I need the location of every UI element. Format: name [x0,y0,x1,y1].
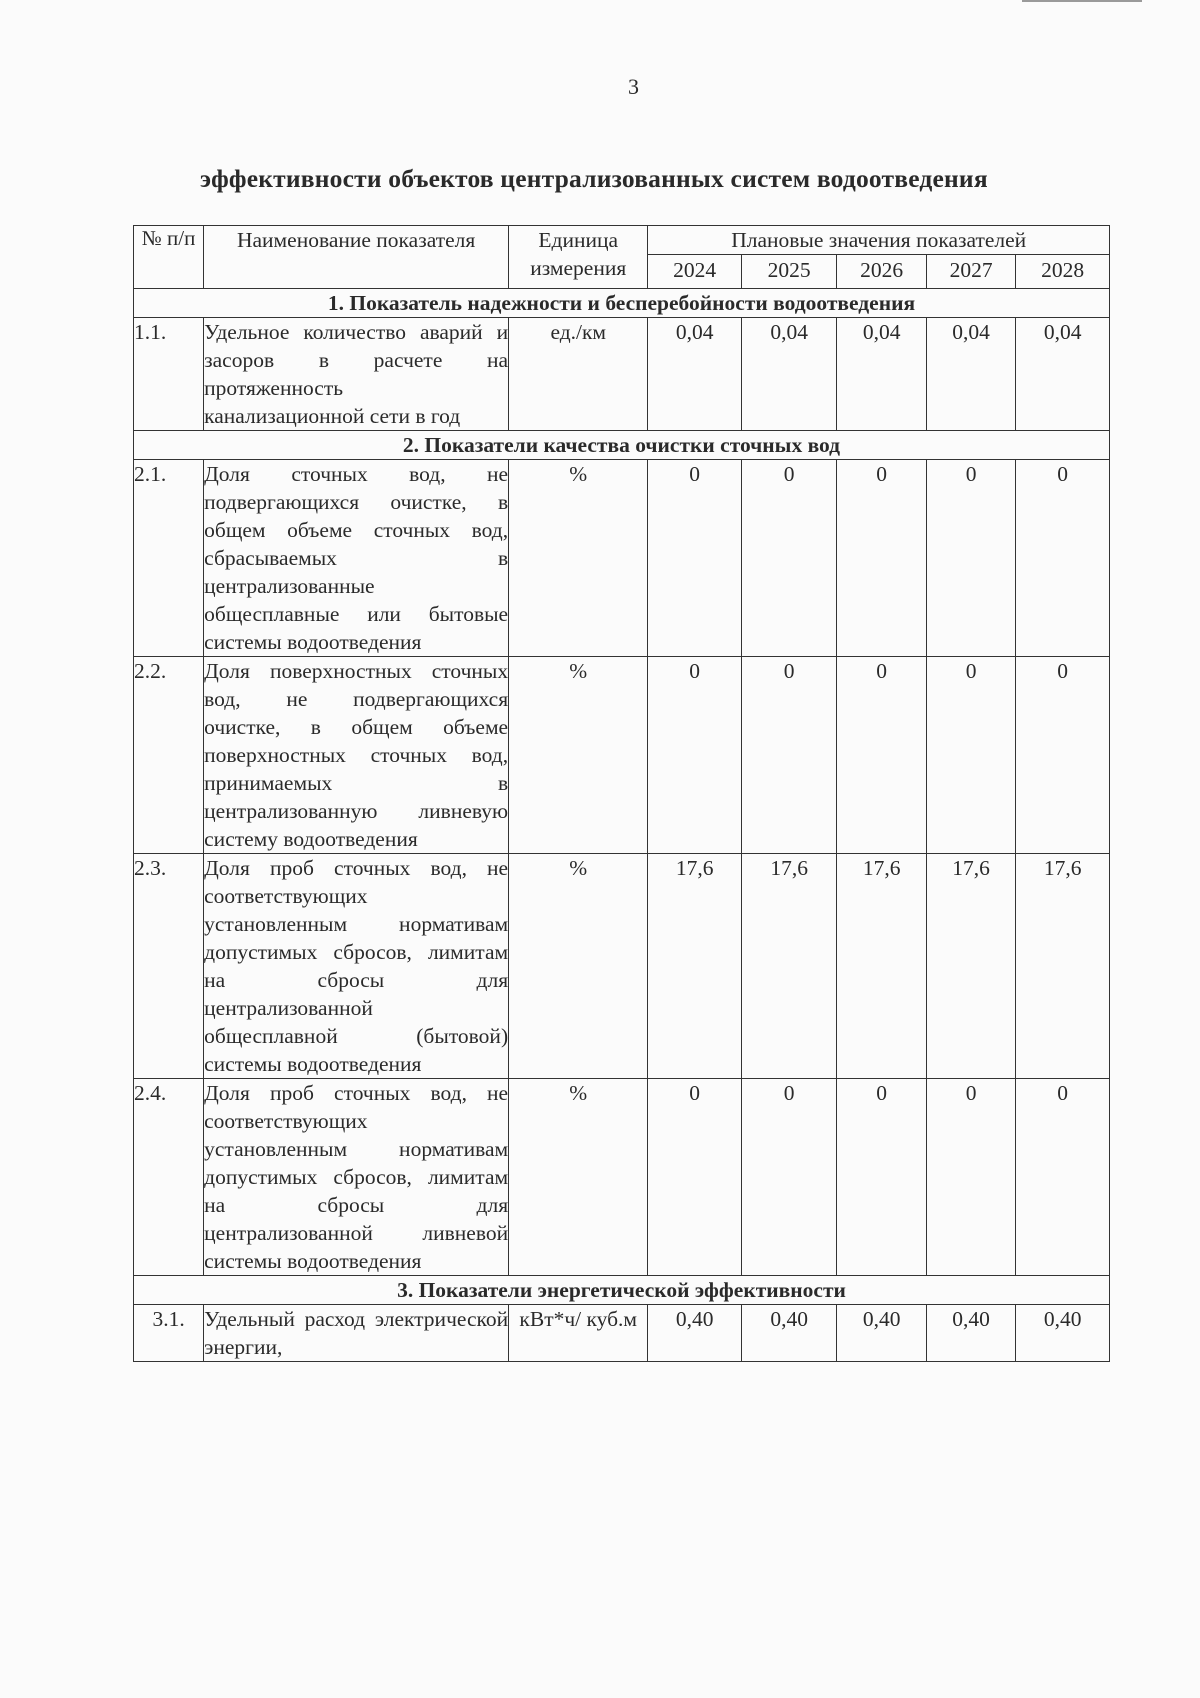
indicators-table [133,225,1110,1362]
row-value: 17,6 [648,854,742,1079]
row-num: 2.4. [134,1079,204,1276]
header-plan: Плановые значения показателей [648,226,1110,255]
row-value: 0,40 [926,1305,1015,1362]
row-num: 2.3. [134,854,204,1079]
section-row [134,1276,1110,1305]
section-row [134,289,1110,318]
section-title: 2. Показатели качества очистки сточных вод [134,431,1110,460]
row-unit: % [509,460,648,657]
row-value: 0 [1016,657,1110,854]
row-name: Доля проб сточных вод, не соответствующих установленным нормативам допустимых сбросов, лимитам на сбросы для централизованной ливневой системы водоотведения [204,1079,509,1276]
section-title: 3. Показатели энергетической эффективности [134,1276,1110,1305]
row-name: Удельный расход электрической энергии, [204,1305,509,1362]
row-value: 0,04 [648,318,742,431]
row-value: 0,04 [1016,318,1110,431]
header-year: 2027 [926,255,1015,289]
table-row [134,854,1110,1079]
header-unit: Единица измерения [509,226,648,289]
row-value: 0 [648,1079,742,1276]
table-row [134,460,1110,657]
row-value: 0 [926,657,1015,854]
row-value: 0 [648,657,742,854]
row-name: Доля проб сточных вод, не соответствующих установленным нормативам допустимых сбросов, лимитам на сбросы для централизованной общесплавной (бытовой) системы водоотведения [204,854,509,1079]
header-name: Наименование показателя [204,226,509,289]
row-num: 3.1. [134,1305,204,1362]
row-name: Доля сточных вод, не подвергающихся очистке, в общем объеме сточных вод, сбрасываемых в централизованные общесплавные или бытовые системы водоотведения [204,460,509,657]
row-value: 0 [837,460,926,657]
table-row [134,318,1110,431]
row-value: 0 [741,460,837,657]
row-name: Доля поверхностных сточных вод, не подвергающихся очистке, в общем объеме поверхностных сточных вод, принимаемых в централизованную ливневую систему водоотведения [204,657,509,854]
header-year: 2026 [837,255,926,289]
table-row [134,1305,1110,1362]
section-title: 1. Показатель надежности и бесперебойности водоотведения [134,289,1110,318]
header-year: 2028 [1016,255,1110,289]
row-value: 0 [926,460,1015,657]
row-value: 0,04 [837,318,926,431]
page-number: 3 [628,74,639,99]
row-value: 0 [1016,1079,1110,1276]
row-name: Удельное количество аварий и засоров в расчете на протяженность канализационной сети в год [204,318,509,431]
row-value: 17,6 [1016,854,1110,1079]
header-year: 2025 [741,255,837,289]
row-value: 17,6 [926,854,1015,1079]
table-row [134,657,1110,854]
row-value: 17,6 [837,854,926,1079]
document-title: эффективности объектов централизованных систем водоотведения [200,164,988,193]
row-value: 0 [1016,460,1110,657]
row-unit: % [509,1079,648,1276]
row-value: 0 [741,1079,837,1276]
header-num: № п/п [134,226,204,289]
row-value: 0,40 [648,1305,742,1362]
row-value: 0,40 [1016,1305,1110,1362]
row-value: 0 [926,1079,1015,1276]
header-year: 2024 [648,255,742,289]
row-unit: кВт*ч/ куб.м [509,1305,648,1362]
row-unit: % [509,657,648,854]
row-value: 0,04 [741,318,837,431]
row-num: 2.2. [134,657,204,854]
row-unit: % [509,854,648,1079]
row-value: 0 [741,657,837,854]
row-num: 2.1. [134,460,204,657]
row-value: 17,6 [741,854,837,1079]
row-value: 0,04 [926,318,1015,431]
row-unit: ед./км [509,318,648,431]
section-row [134,431,1110,460]
row-value: 0 [837,657,926,854]
row-value: 0 [648,460,742,657]
row-num: 1.1. [134,318,204,431]
table-row [134,1079,1110,1276]
top-edge-line [1022,0,1142,2]
row-value: 0 [837,1079,926,1276]
row-value: 0,40 [741,1305,837,1362]
row-value: 0,40 [837,1305,926,1362]
